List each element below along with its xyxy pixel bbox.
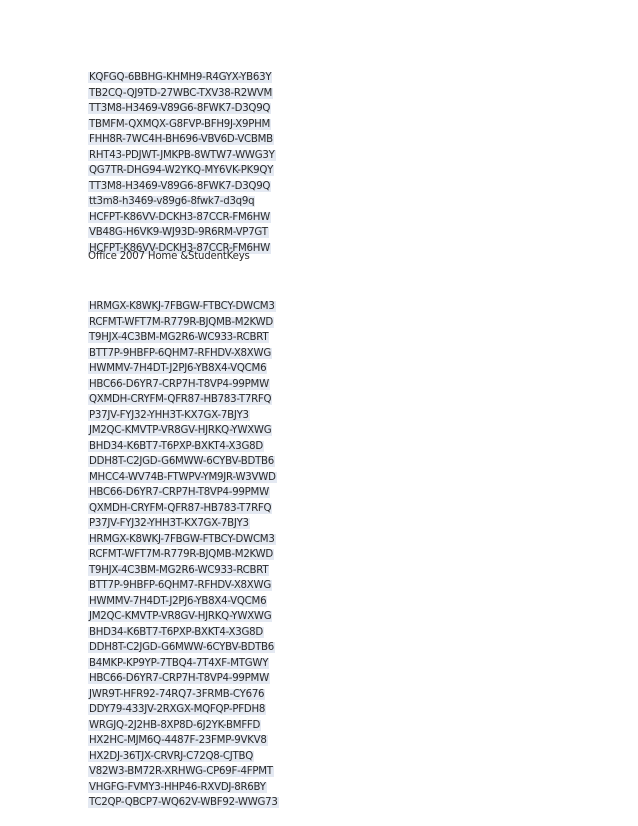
product-key-text: BHD34-K6BT7-T6PXP-BXKT4-X3G8D <box>89 440 263 452</box>
product-key-text: tt3m8-h3469-v89g6-8fwk7-d3q9q <box>89 196 255 207</box>
product-key-line <box>88 194 276 210</box>
product-key-line <box>88 532 279 548</box>
product-key-text: QXMDH-CRYFM-QFR87-HB783-T7RFQ <box>89 394 272 405</box>
product-key-line <box>88 749 279 765</box>
product-key-text: VB48G-H6VK9-WJ93D-9R6RM-VP7GT <box>89 227 268 238</box>
product-key-line <box>88 485 279 501</box>
product-key-text: BTT7P-9HBFP-6QHM7-RFHDV-X8XWG <box>89 347 271 359</box>
product-key-line <box>88 718 279 734</box>
product-key-text: HRMGX-K8WKJ-7FBGW-FTBCY-DWCM3 <box>89 533 275 545</box>
product-key-text: P37JV-FYJ32-YHH3T-KX7GX-7BJY3 <box>89 409 249 421</box>
product-key-text: T9HJX-4C3BM-MG2R6-WC933-RCBRT <box>89 564 269 576</box>
product-key-text: HX2HC-MJM6Q-4487F-23FMP-9VKV8 <box>89 735 267 746</box>
product-key-line <box>88 640 279 656</box>
product-key-line <box>88 454 279 470</box>
product-key-text: JM2QC-KMVTP-VR8GV-HJRKQ-YWXWG <box>89 425 272 436</box>
product-key-text: HX2DJ-36TJX-CRVRJ-C72Q8-CJTBQ <box>89 750 253 762</box>
product-key-text: DDH8T-C2JGD-G6MWW-6CYBV-BDTB6 <box>89 642 275 653</box>
product-key-line <box>88 423 279 439</box>
product-key-line <box>88 780 279 796</box>
product-key-line <box>88 578 279 594</box>
product-key-line <box>88 501 279 517</box>
product-key-text: TB2CQ-QJ9TD-27WBC-TXV38-R2WVM <box>89 87 273 99</box>
product-key-line <box>88 163 276 179</box>
product-key-line <box>88 315 279 331</box>
product-key-line <box>88 132 276 148</box>
product-key-text: HWMMV-7H4DT-J2PJ6-YB8X4-VQCM6 <box>89 595 267 607</box>
product-key-text: TC2QP-QBCP7-WQ62V-WBF92-WWG73 <box>89 797 278 808</box>
product-key-text: BHD34-K6BT7-T6PXP-BXKT4-X3G8D <box>89 626 263 638</box>
product-key-line <box>88 299 279 315</box>
product-key-line <box>88 795 279 811</box>
product-key-line <box>88 392 279 408</box>
product-key-text: TT3M8-H3469-V89G6-8FWK7-D3Q9Q <box>89 180 271 192</box>
product-key-line <box>88 408 279 424</box>
product-key-line <box>88 733 279 749</box>
product-key-text: VHGFG-FVMY3-HHP46-RXVDJ-8R6BY <box>89 781 266 793</box>
product-key-line <box>88 439 279 455</box>
product-key-text: V82W3-BM72R-XRHWG-CP69F-4FPMT <box>89 766 273 777</box>
product-key-text: HBC66-D6YR7-CRP7H-T8VP4-99PMW <box>89 487 269 498</box>
product-key-text: MHCC4-WV74B-FTWPV-YM9JR-W3VWD <box>89 471 276 483</box>
product-key-text: HWMMV-7H4DT-J2PJ6-YB8X4-VQCM6 <box>89 363 267 374</box>
product-key-line <box>88 86 276 102</box>
product-key-line <box>88 361 279 377</box>
product-key-line <box>88 346 279 362</box>
product-key-text: BTT7P-9HBFP-6QHM7-RFHDV-X8XWG <box>89 580 271 591</box>
product-key-line <box>88 377 279 393</box>
product-key-line <box>88 179 276 195</box>
product-key-line <box>88 702 279 718</box>
product-key-line <box>88 70 276 86</box>
product-key-line <box>88 764 279 780</box>
product-key-text: HCFPT-K86VV-DCKH3-87CCR-FM6HW <box>89 211 271 223</box>
product-key-text: B4MKP-KP9YP-7TBQ4-7T4XF-MTGWY <box>89 657 269 669</box>
product-key-text: HBC66-D6YR7-CRP7H-T8VP4-99PMW <box>89 673 269 684</box>
product-key-line <box>88 210 276 226</box>
product-key-text: WRGJQ-2J2HB-8XP8D-6J2YK-BMFFD <box>89 719 261 731</box>
product-key-text: P37JV-FYJ32-YHH3T-KX7GX-7BJY3 <box>89 518 249 529</box>
product-key-text: JWR9T-HFR92-74RQ7-3FRMB-CY676 <box>89 688 265 700</box>
product-key-text: KQFGQ-6BBHG-KHMH9-R4GYX-YB63Y <box>89 72 272 83</box>
product-key-line <box>88 470 279 486</box>
product-key-text: HBC66-D6YR7-CRP7H-T8VP4-99PMW <box>89 378 269 390</box>
product-key-line <box>88 609 279 625</box>
product-key-text: DDH8T-C2JGD-G6MWW-6CYBV-BDTB6 <box>89 456 275 467</box>
product-key-text: HRMGX-K8WKJ-7FBGW-FTBCY-DWCM3 <box>89 301 275 312</box>
product-key-text: TT3M8-H3469-V89G6-8FWK7-D3Q9Q <box>89 103 271 114</box>
product-key-text: FHH8R-7WC4H-BH696-VBV6D-VCBMB <box>89 134 273 145</box>
product-key-line <box>88 625 279 641</box>
product-key-line <box>88 101 276 117</box>
product-key-text: RCFMT-WFT7M-R779R-BJQMB-M2KWD <box>89 549 274 560</box>
product-key-text: TBMFM-QXMQX-G8FVP-BFH9J-X9PHM <box>89 118 271 130</box>
section-heading: Office 2007 Home &StudentKeys <box>88 251 250 262</box>
product-key-text: RHT43-PDJWT-JMKPB-8WTW7-WWG3Y <box>89 149 275 161</box>
product-key-line <box>88 148 276 164</box>
product-key-line <box>88 225 276 241</box>
product-key-line <box>88 330 279 346</box>
product-key-list-1 <box>88 70 276 256</box>
product-key-line <box>88 547 279 563</box>
product-key-line <box>88 117 276 133</box>
product-key-text: RCFMT-WFT7M-R779R-BJQMB-M2KWD <box>89 316 274 328</box>
product-key-line <box>88 656 279 672</box>
product-key-text: QXMDH-CRYFM-QFR87-HB783-T7RFQ <box>89 502 272 514</box>
product-key-line <box>88 516 279 532</box>
product-key-text: QG7TR-DHG94-W2YKQ-MY6VK-PK9QY <box>89 165 274 176</box>
product-key-text: HCFPT-K86VV-DCKH3-87CCR-FM6HW <box>89 242 271 254</box>
product-key-line <box>88 563 279 579</box>
product-key-text: T9HJX-4C3BM-MG2R6-WC933-RCBRT <box>89 332 269 343</box>
product-key-list-2 <box>88 299 279 811</box>
product-key-line <box>88 687 279 703</box>
product-key-line <box>88 671 279 687</box>
product-key-text: JM2QC-KMVTP-VR8GV-HJRKQ-YWXWG <box>89 611 272 622</box>
product-key-line <box>88 594 279 610</box>
product-key-text: DDY79-433JV-2RXGX-MQFQP-PFDH8 <box>89 704 266 715</box>
